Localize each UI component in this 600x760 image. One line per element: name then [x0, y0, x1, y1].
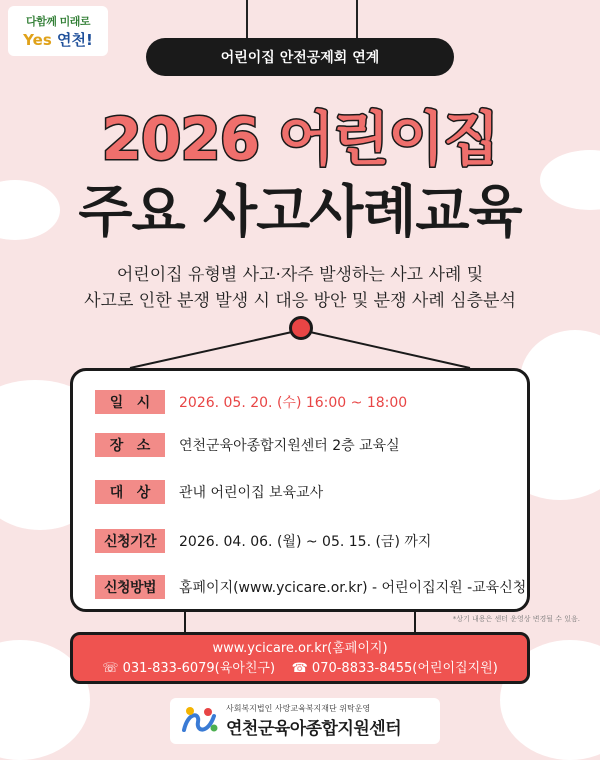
label-apply-method: 신청방법: [95, 575, 165, 599]
label-target-a: 대: [109, 485, 124, 501]
value-place: 연천군육아종합지원센터 2층 교육실: [179, 438, 400, 454]
label-datetime-a: 일: [109, 395, 124, 411]
info-row-place: [95, 432, 400, 458]
logo-yes: Yes: [23, 30, 52, 49]
pin-icon: [289, 316, 313, 340]
main-title-line2: 주요 사고사례교육: [78, 180, 522, 245]
label-datetime-b: 시: [136, 395, 151, 411]
label-place-a: 장: [109, 438, 124, 454]
value-target: 관내 어린이집 보육교사: [179, 485, 324, 501]
main-title-line1: 2026 어린이집: [101, 105, 499, 173]
value-datetime: 2026. 05. 20. (수) 16:00 ~ 18:00: [179, 395, 408, 411]
info-card: [70, 368, 530, 612]
label-place-b: 소: [136, 438, 151, 454]
phone-2[interactable]: ☎ 070-8833-8455(어린이집지원): [291, 661, 498, 676]
value-apply-method: 홈페이지(www.ycicare.or.kr) - 어린이집지원 -교육신청: [179, 580, 527, 596]
label-target: [95, 480, 165, 504]
badge-label: 어린이집 안전공제회 연계: [146, 38, 454, 76]
info-row-apply-period: [95, 528, 431, 554]
logo-slogan: 다함께 미래로: [25, 14, 91, 28]
value-apply-period: 2026. 04. 06. (월) ~ 05. 15. (금) 까지: [179, 534, 432, 550]
info-row-apply-method: [95, 574, 526, 600]
subtitle-line1: 어린이집 유형별 사고·자주 발생하는 사고 사례 및: [116, 265, 484, 285]
logo-city: 연천!: [57, 30, 93, 49]
label-datetime: [95, 390, 165, 414]
label-place: [95, 433, 165, 457]
center-name: 연천군육아종합지원센터: [226, 719, 402, 739]
phone-1[interactable]: ☏ 031-833-6079(육아친구): [102, 661, 276, 676]
footer-text: [226, 703, 401, 739]
foundation-name: 사회복지법인 사랑교육복지재단 위탁운영: [226, 704, 371, 713]
disclaimer-note: *상기 내용은 센터 운영상 변경될 수 있음.: [452, 615, 580, 623]
info-row-target: [95, 479, 323, 505]
phone-line: [73, 659, 527, 679]
subtitle-line2: 사고로 인한 분쟁 발생 시 대응 방안 및 분쟁 사례 심층분석: [84, 291, 516, 311]
contact-box: [70, 632, 530, 684]
organization-footer: [170, 698, 440, 744]
center-logo-icon: [178, 704, 220, 738]
label-apply-period: 신청기간: [95, 529, 165, 553]
label-target-b: 상: [136, 485, 151, 501]
info-row-datetime: [95, 389, 407, 415]
website-link[interactable]: www.ycicare.or.kr(홈페이지): [212, 641, 388, 656]
